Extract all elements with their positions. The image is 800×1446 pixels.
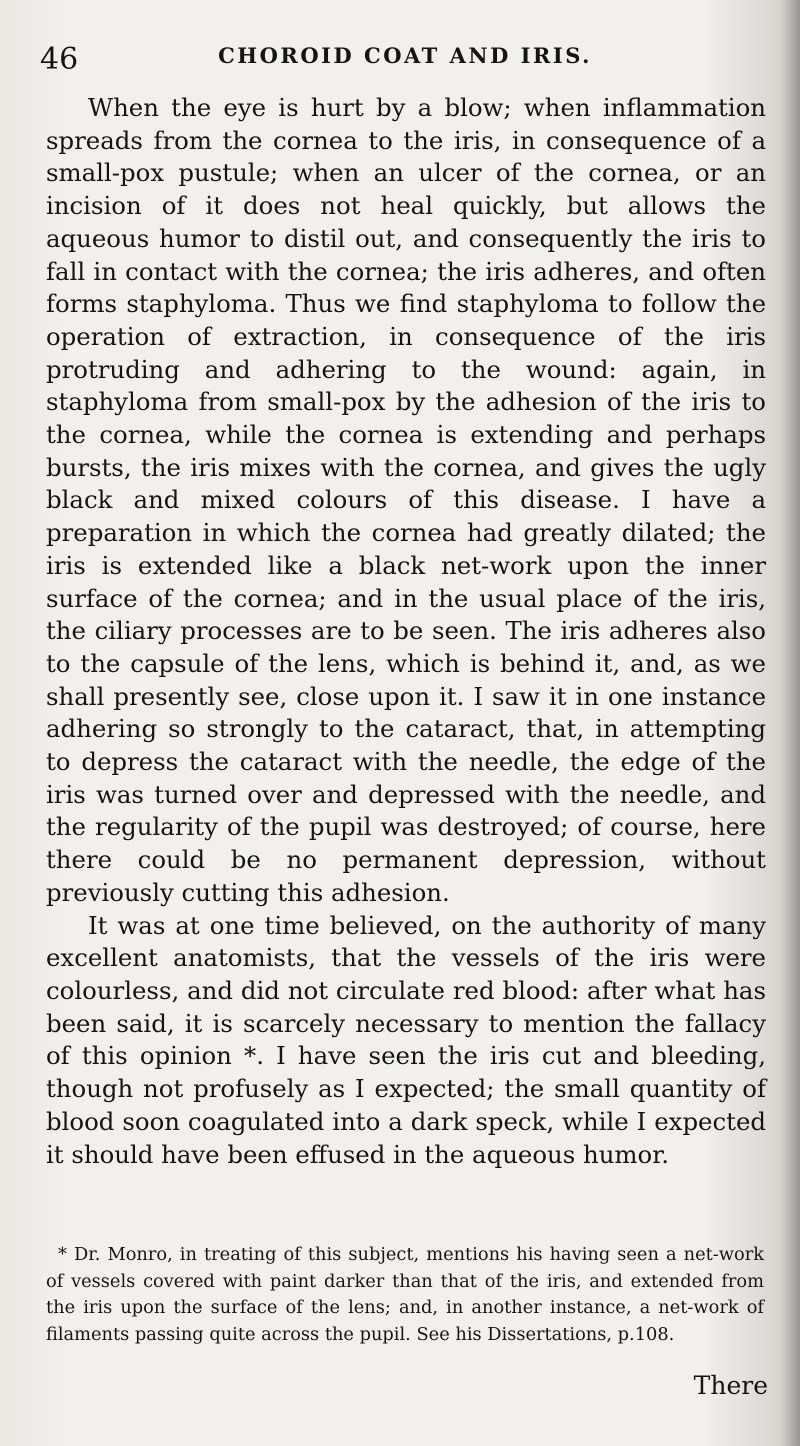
running-title: CHOROID COAT AND IRIS. bbox=[218, 43, 592, 68]
page-edge-shadow bbox=[782, 0, 800, 1446]
footnote-text: * Dr. Monro, in treating of this subject, mentions his having seen a net-work of vessels covered with paint darker than that of the iris, and extended from the iris upon the surface of the lens; and, in another instance, a net-work of filaments passing quite across the pupil. See his Dissertations, p.108. bbox=[46, 1244, 764, 1345]
footnote bbox=[46, 1242, 764, 1348]
page-number: 46 bbox=[40, 42, 79, 77]
main-text bbox=[46, 92, 766, 1171]
paragraph: It was at one time believed, on the authority of many excellent anatomists, that the vessels of the iris were colourless, and did not circulate red blood: after what has been said, it is scarcely necessary to mention the fallacy of this opinion *. I have seen the iris cut and bleeding, though not profusely as I expected; the small quantity of blood soon coagulated into a dark speck, while I expected it should have been effused in the aqueous humor. bbox=[46, 910, 766, 1169]
catchword: There bbox=[693, 1371, 768, 1400]
running-head bbox=[40, 40, 770, 80]
paragraph: When the eye is hurt by a blow; when inflammation spreads from the cornea to the iris, in consequence of a small-pox pustule; when an ulcer of the cornea, or an incision of it does not heal quickly, but allows the aqueous humor to distil out, and consequently the iris to fall in contact with the cornea; the iris adheres, and often forms staphyloma. Thus we find staphyloma to follow the operation of extraction, in consequence of the iris protruding and adhering to the wound: again, in staphyloma from small-pox by the adhesion of the iris to the cornea, while the cornea is extending and perhaps bursts, the iris mixes with the cornea, and gives the ugly black and mixed colours of this disease. I have a preparation in which the cornea had greatly dilated; the iris is extended like a black net-work upon the inner surface of the cornea; and in the usual place of the iris, the ciliary processes are to be seen. The iris adheres also to the capsule of the lens, which is behind it, and, as we shall presently see, close upon it. I saw it in one instance adhering so strongly to the cataract, that, in attempting to depress the cataract with the needle, the edge of the iris was turned over and depressed with the needle, and the regularity of the pupil was destroyed; of course, here there could be no permanent depression, without previously cutting this adhesion. bbox=[46, 93, 766, 907]
